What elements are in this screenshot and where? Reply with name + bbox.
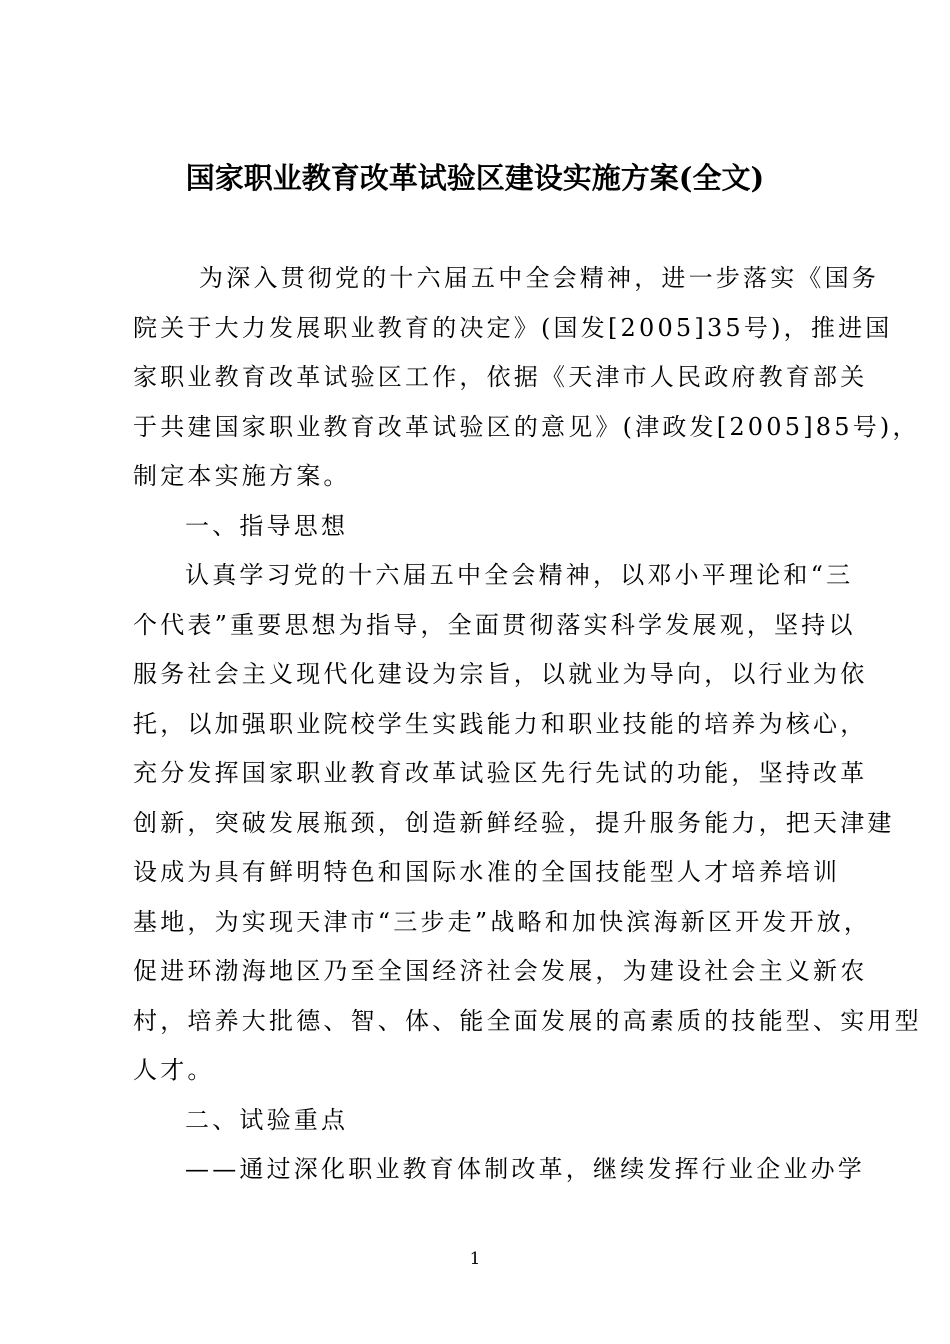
paragraph-line: 院关于大力发展职业教育的决定》(国发[2005]35号)，推进国 [133, 313, 893, 342]
document-title: 国家职业教育改革试验区建设实施方案(全文) [185, 161, 765, 195]
paragraph-line: 制定本实施方案。 [133, 462, 351, 490]
section-heading: 二、试验重点 [185, 1105, 349, 1134]
paragraph-line: 设成为具有鲜明特色和国际水准的全国技能型人才培养培训 [133, 858, 841, 886]
paragraph-line: 村，培养大批德、智、体、能全面发展的高素质的技能型、实用型 [133, 1006, 922, 1035]
paragraph-line: 充分发挥国家职业教育改革试验区先行先试的功能，坚持改革 [133, 759, 868, 787]
document-body [133, 254, 922, 1195]
paragraph-line: 个代表”重要思想为指导，全面贯彻落实科学发展观，坚持以 [133, 610, 856, 639]
paragraph-line: 基地，为实现天津市“三步走”战略和加快滨海新区开发开放， [133, 907, 872, 936]
paragraph-line: 认真学习党的十六届五中全会精神，以邓小平理论和“三 [185, 561, 854, 589]
section-heading: 一、指导思想 [185, 511, 349, 540]
paragraph-line: 家职业教育改革试验区工作，依据《天津市人民政府教育部关 [133, 363, 868, 391]
paragraph-line: 创新，突破发展瓶颈，创造新鲜经验，提升服务能力，把天津建 [133, 808, 895, 837]
page-number: 1 [469, 1249, 481, 1269]
paragraph-line: 为深入贯彻党的十六届五中全会精神，进一步落实《国务 [199, 264, 879, 292]
paragraph-line: 人才。 [133, 1056, 215, 1084]
paragraph-line: 于共建国家职业教育改革试验区的意见》(津政发[2005]85号)， [133, 412, 920, 441]
paragraph-line: 服务社会主义现代化建设为宗旨，以就业为导向，以行业为依 [133, 660, 868, 688]
paragraph-line: ——通过深化职业教育体制改革，继续发挥行业企业办学 [185, 1155, 865, 1183]
paragraph-line: 促进环渤海地区乃至全国经济社会发展，为建设社会主义新农 [133, 957, 868, 985]
paragraph-line: 托，以加强职业院校学生实践能力和职业技能的培养为核心， [133, 709, 868, 738]
